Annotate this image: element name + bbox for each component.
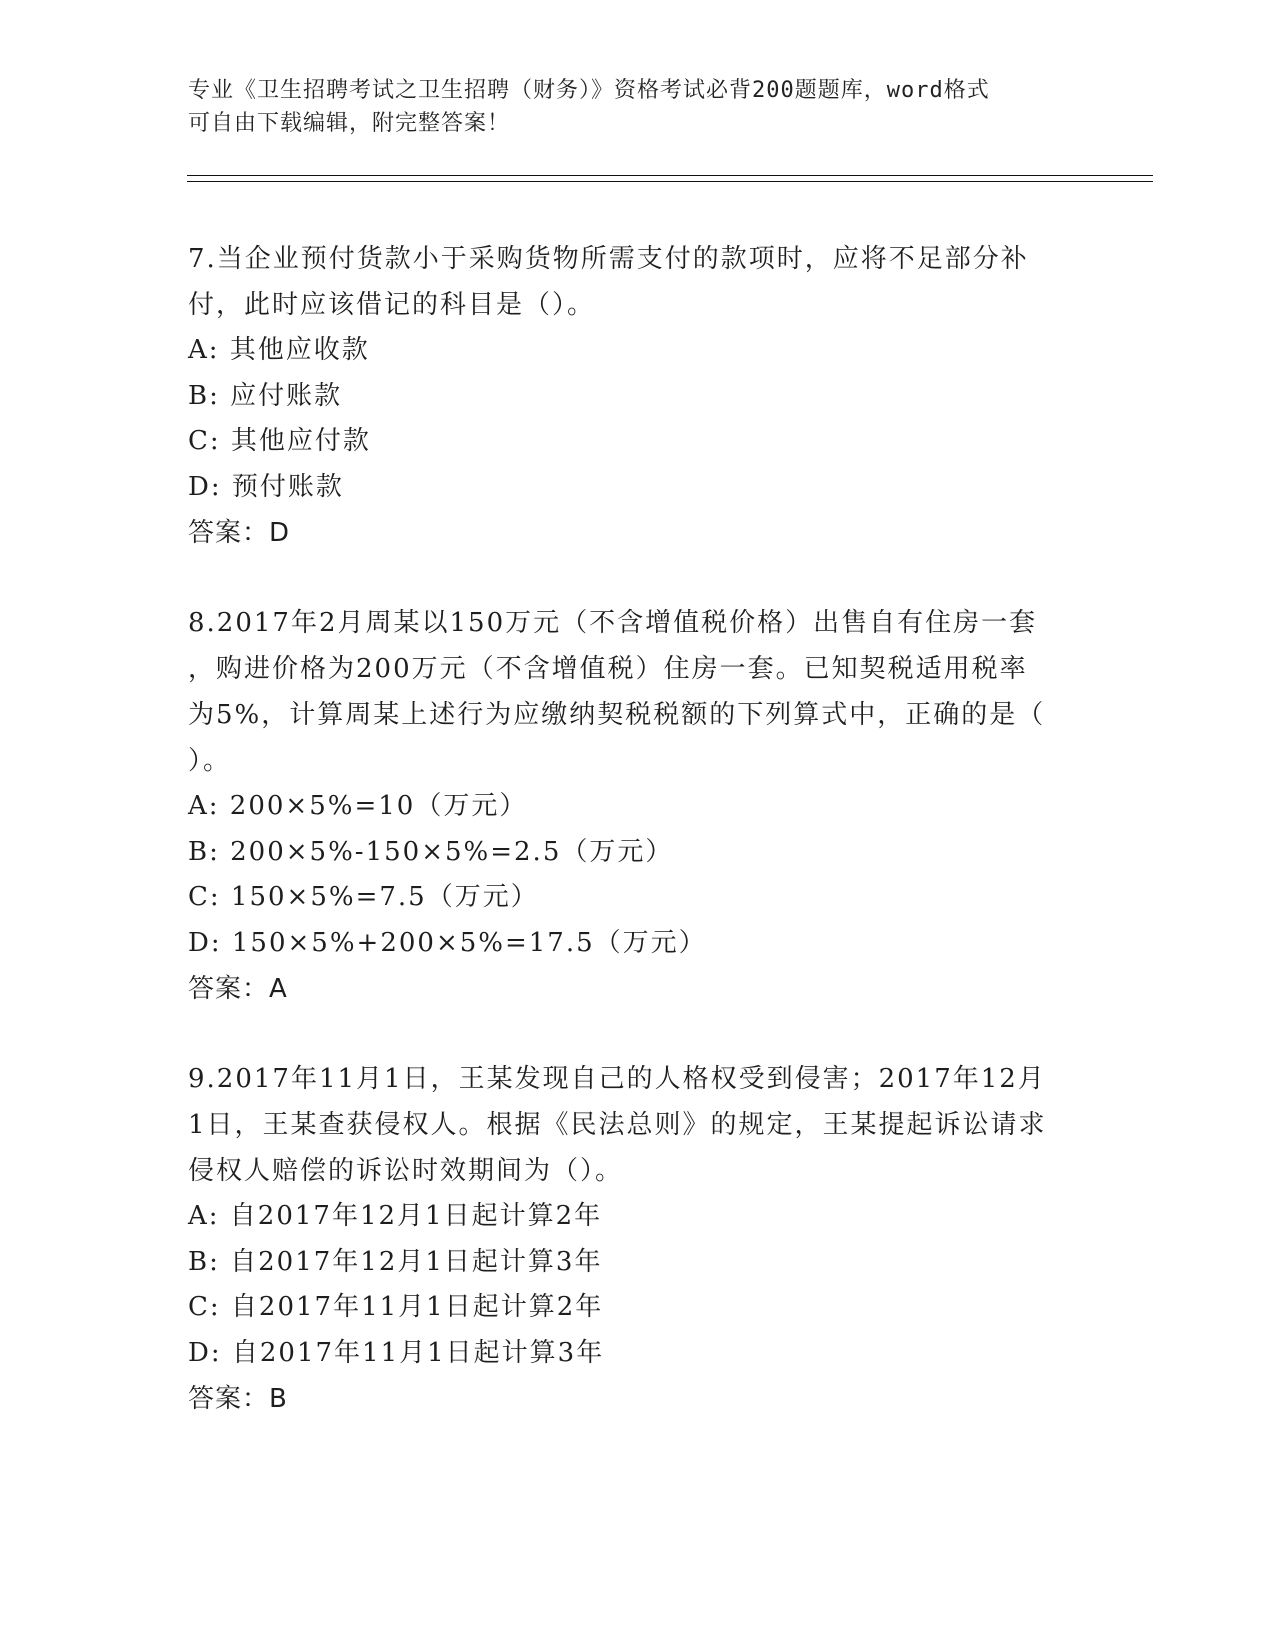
question-9 xyxy=(188,1056,1088,1422)
option-a: A: 200×5%=10（万元） xyxy=(188,791,528,821)
option-b: B: 自2017年12月1日起计算3年 xyxy=(188,1246,603,1277)
header-line: 可自由下载编辑，附完整答案！ xyxy=(188,111,511,136)
option-a: A: 自2017年12月1日起计算2年 xyxy=(188,1201,603,1231)
option-c: C: 自2017年11月1日起计算2年 xyxy=(188,1292,604,1322)
option-c: C: 150×5%=7.5（万元） xyxy=(188,882,539,912)
question-text-line: 1日，王某查获侵权人。根据《民法总则》的规定，王某提起诉讼请求 xyxy=(188,1110,1047,1140)
option-a: A: 其他应收款 xyxy=(188,335,370,365)
option-b: B: 应付账款 xyxy=(188,380,343,411)
header-line: 专业《卫生招聘考试之卫生招聘（财务）》资格考试必背200题题库，word格式 xyxy=(188,78,990,103)
answer-label: 答案：B xyxy=(188,1384,288,1414)
question-text-line: 8.2017年2月周某以150万元（不含增值税价格）出售自有住房一套 xyxy=(188,608,1038,638)
option-b: B: 200×5%-150×5%=2.5（万元） xyxy=(188,836,674,867)
option-c: C: 其他应付款 xyxy=(188,426,371,456)
answer-label: 答案：A xyxy=(188,974,288,1004)
header-divider-top xyxy=(187,175,1153,176)
question-text-line: ，购进价格为200万元（不含增值税）住房一套。已知契税适用税率 xyxy=(188,654,1028,684)
question-text-line: 9.2017年11月1日，王某发现自己的人格权受到侵害；2017年12月 xyxy=(188,1064,1046,1094)
header-divider-bottom xyxy=(187,181,1153,182)
question-8 xyxy=(188,600,1088,1012)
question-text-line: 为5%，计算周某上述行为应缴纳契税税额的下列算式中，正确的是（ xyxy=(188,700,1046,730)
question-7 xyxy=(188,236,1088,556)
option-d: D: 自2017年11月1日起计算3年 xyxy=(188,1337,605,1368)
document-header xyxy=(188,74,1088,140)
answer-label: 答案：D xyxy=(188,518,291,548)
option-d: D: 150×5%+200×5%=17.5（万元） xyxy=(188,927,707,958)
question-text-line: 付，此时应该借记的科目是（）。 xyxy=(188,290,596,320)
question-text-line: 侵权人赔偿的诉讼时效期间为（）。 xyxy=(188,1156,624,1186)
question-text-line: ）。 xyxy=(188,746,232,776)
question-text-line: 7.当企业预付货款小于采购货物所需支付的款项时，应将不足部分补 xyxy=(188,244,1029,274)
option-d: D: 预付账款 xyxy=(188,471,344,502)
